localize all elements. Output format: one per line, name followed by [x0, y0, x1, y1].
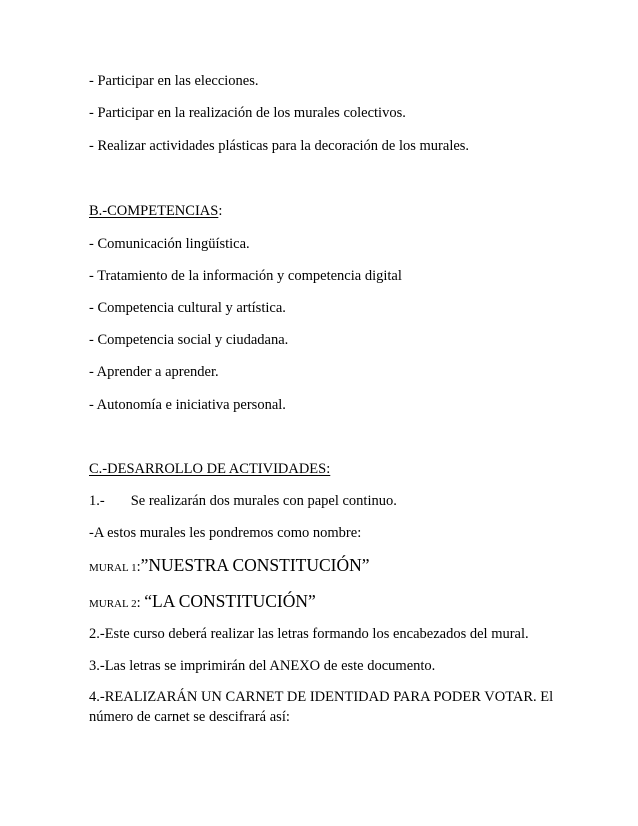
- mural-1-colon: :: [136, 559, 141, 575]
- mural-2-line: [89, 592, 316, 613]
- competencia-item: - Autonomía e iniciativa personal.: [89, 397, 286, 413]
- mural-1-name: ”NUESTRA CONSTITUCIÓN”: [140, 555, 370, 575]
- competencia-item: - Competencia social y ciudadana.: [89, 332, 289, 348]
- competencia-item: - Competencia cultural y artística.: [89, 300, 286, 316]
- item-number: 1.-: [89, 493, 105, 509]
- mural-1-line: [89, 556, 370, 577]
- competencia-item: - Aprender a aprender.: [89, 364, 219, 380]
- intro-list-item: - Participar en las elecciones.: [89, 73, 259, 89]
- competencias-heading-colon: :: [218, 203, 223, 219]
- competencia-item: - Tratamiento de la información y competencia digital: [89, 268, 402, 284]
- mural-2-name: “LA CONSTITUCIÓN”: [144, 591, 316, 611]
- desarrollo-item-1: [89, 492, 397, 510]
- mural-2-colon: :: [136, 595, 145, 611]
- competencia-item: - Comunicación lingüística.: [89, 236, 250, 252]
- mural-1-label: MURAL 1: [89, 562, 137, 574]
- desarrollo-heading: C.-DESARROLLO DE ACTIVIDADES:: [89, 461, 331, 477]
- competencias-heading-text: B.-COMPETENCIAS: [89, 203, 219, 219]
- intro-list-item: - Realizar actividades plásticas para la decoración de los murales.: [89, 138, 470, 154]
- desarrollo-item-4: 4.-REALIZARÁN UN CARNET DE IDENTIDAD PARA PODER VOTAR. El número de carnet se descifrará así:: [89, 689, 554, 725]
- mural-names-intro: -A estos murales les pondremos como nombre:: [89, 525, 362, 541]
- item-text: Se realizarán dos murales con papel continuo.: [130, 493, 397, 509]
- desarrollo-item-3: 3.-Las letras se imprimirán del ANEXO de este documento.: [89, 658, 436, 674]
- competencias-heading: [89, 202, 222, 220]
- intro-list-item: - Participar en la realización de los murales colectivos.: [89, 105, 406, 121]
- desarrollo-item-2: 2.-Este curso deberá realizar las letras formando los encabezados del mural.: [89, 626, 529, 642]
- mural-2-label: MURAL 2: [89, 598, 137, 610]
